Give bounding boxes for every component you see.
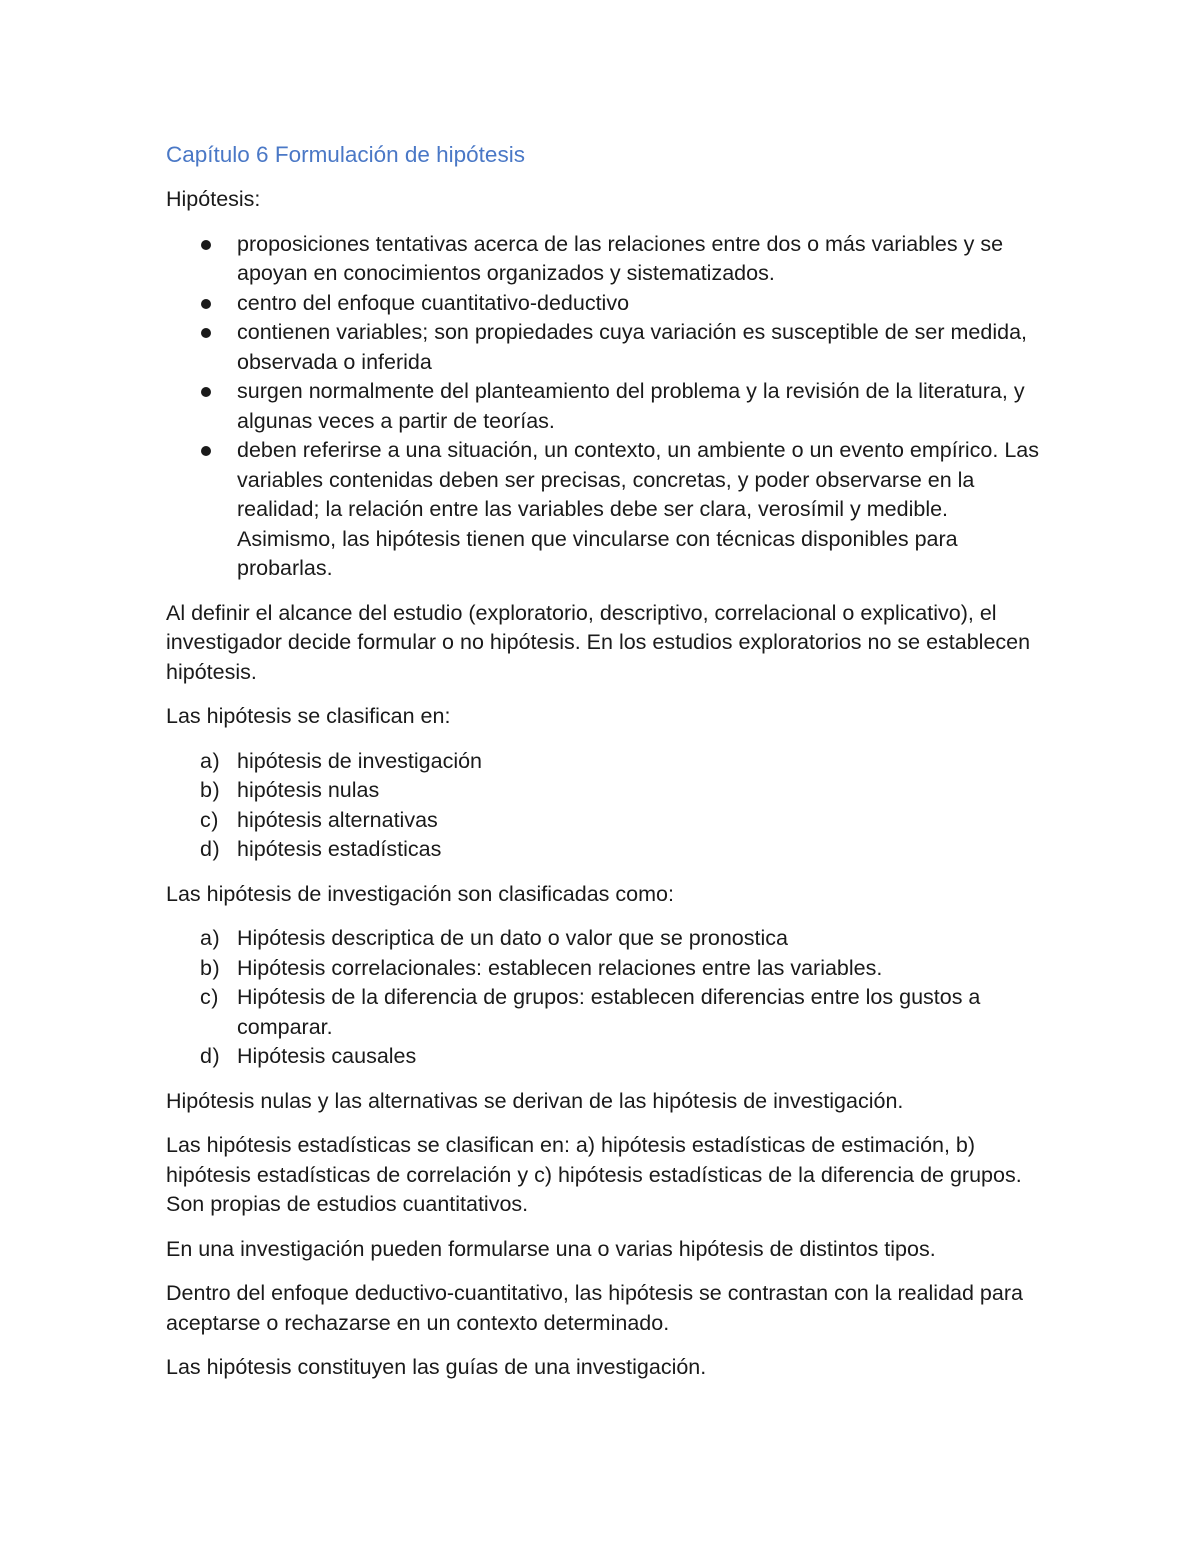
list-item-text: Hipótesis correlacionales: establecen relaciones entre las variables.: [237, 955, 883, 980]
intro-label: Hipótesis:: [166, 187, 261, 211]
list-item-text: hipótesis alternativas: [237, 807, 438, 832]
list-item: [166, 776, 1046, 806]
classify-label: Las hipótesis se clasifican en:: [166, 704, 451, 728]
list-item-text: hipótesis de investigación: [237, 748, 483, 773]
list-item-text: hipótesis nulas: [237, 778, 380, 802]
paragraph-estadisticas: Las hipótesis estadísticas se clasifican en: a) hipótesis estadísticas de estimación, b) hipótesis estadísticas de correlación y c) hipótesis estadísticas de la diferencia de grupos. Son propias de estudios cuantitativos.: [166, 1133, 1022, 1216]
list-marker: d): [200, 837, 221, 861]
list-item: [166, 924, 1046, 954]
list-marker: a): [200, 926, 221, 950]
list-item: [166, 954, 1046, 984]
paragraph-deductivo: Dentro del enfoque deductivo-cuantitativo, las hipótesis se contrastan con la realidad para aceptarse o rechazarse en un contexto determinado.: [166, 1281, 1023, 1335]
research-label: Las hipótesis de investigación son clasificadas como:: [166, 881, 674, 906]
research-hypothesis-list: [166, 924, 1046, 1072]
list-marker: c): [200, 807, 219, 832]
classification-list: [166, 747, 1046, 865]
bullet-icon: [201, 446, 211, 456]
paragraph-nulas: Hipótesis nulas y las alternativas se derivan de las hipótesis de investigación.: [166, 1088, 904, 1113]
list-item-text: Hipótesis descriptica de un dato o valor que se pronostica: [237, 926, 788, 950]
list-item: [166, 983, 1046, 1042]
list-item: [166, 230, 1046, 289]
bullet-icon: [201, 240, 211, 250]
list-item-text: proposiciones tentativas acerca de las relaciones entre dos o más variables y se apoyan en conocimientos organizados y sistematizados.: [237, 231, 1004, 285]
list-item: [166, 377, 1046, 436]
hypothesis-bullet-list: [166, 230, 1046, 584]
list-item: [166, 289, 1046, 319]
list-item-text: centro del enfoque cuantitativo-deductivo: [237, 290, 630, 315]
list-item: [166, 835, 1046, 865]
document-page: [166, 140, 1046, 1398]
bullet-icon: [201, 299, 211, 309]
bullet-icon: [201, 387, 211, 397]
paragraph-guias: Las hipótesis constituyen las guías de una investigación.: [166, 1355, 707, 1379]
list-item: [166, 318, 1046, 377]
list-item: [166, 747, 1046, 777]
list-item-text: surgen normalmente del planteamiento del problema y la revisión de la literatura, y algunas veces a partir de teorías.: [237, 379, 1025, 433]
list-marker: d): [200, 1044, 221, 1068]
list-marker: b): [200, 955, 221, 980]
list-item: [166, 806, 1046, 836]
list-marker: b): [200, 778, 221, 802]
list-marker: a): [200, 748, 221, 773]
paragraph-alcance: Al definir el alcance del estudio (exploratorio, descriptivo, correlacional o explicativo), el investigador decide formular o no hipótesis. En los estudios exploratorios no se establecen hipótesis.: [166, 600, 1031, 684]
chapter-heading: Capítulo 6 Formulación de hipótesis: [166, 142, 525, 167]
list-marker: c): [200, 985, 219, 1009]
list-item-text: Hipótesis de la diferencia de grupos: establecen diferencias entre los gustos a comparar.: [237, 985, 981, 1039]
list-item: [166, 436, 1046, 584]
list-item-text: hipótesis estadísticas: [237, 837, 442, 861]
bullet-icon: [201, 328, 211, 338]
paragraph-varias: En una investigación pueden formularse una o varias hipótesis de distintos tipos.: [166, 1236, 936, 1261]
list-item-text: contienen variables; son propiedades cuya variación es susceptible de ser medida, observada o inferida: [237, 320, 1027, 374]
list-item-text: deben referirse a una situación, un contexto, un ambiente o un evento empírico. Las variables contenidas deben ser precisas, concretas, y poder observarse en la realidad; la relación entre las variables debe ser clara, verosímil y medible. Asimismo, las hipótesis tienen que vincularse con técnicas disponibles para probarlas.: [237, 438, 1039, 580]
list-item-text: Hipótesis causales: [237, 1044, 417, 1068]
list-item: [166, 1042, 1046, 1072]
